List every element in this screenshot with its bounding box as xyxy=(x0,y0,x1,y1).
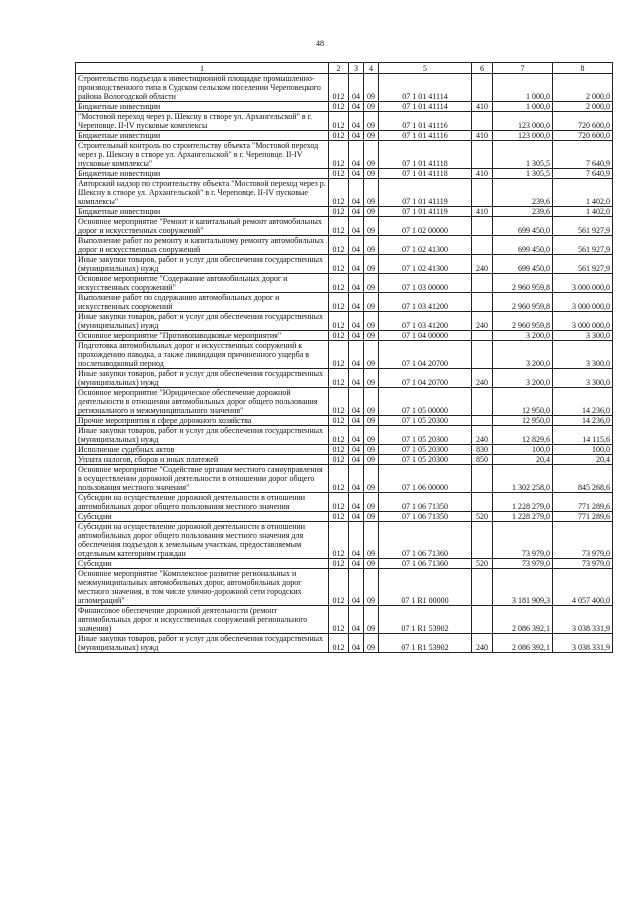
subsection-code-cell: 09 xyxy=(364,141,379,169)
item-name-cell: Основное мероприятие "Противопаводковые мероприятия" xyxy=(76,331,329,341)
budget-table xyxy=(75,62,613,653)
item-name-cell: Уплата налогов, сборов и иных платежей xyxy=(76,455,329,465)
section-code-cell: 04 xyxy=(349,179,364,207)
table-row xyxy=(76,331,613,341)
item-name-cell: Основное мероприятие "Содействие органам местного самоуправления в осуществлении дорожной деятельности в отношении дорог общего пользования местного значения" xyxy=(76,465,329,493)
subsection-code-cell: 09 xyxy=(364,465,379,493)
table-row xyxy=(76,522,613,559)
subsection-code-cell: 09 xyxy=(364,369,379,388)
table-row xyxy=(76,141,613,169)
item-name-cell: Субсидии на осуществление дорожной деятельности в отношении автомобильных дорог общего пользования местного значения xyxy=(76,493,329,512)
target-article-cell: 07 1 01 41116 xyxy=(379,112,472,131)
target-article-cell: 07 1 01 41118 xyxy=(379,169,472,179)
table-row xyxy=(76,445,613,455)
amount-year2-cell: 1 402,0 xyxy=(553,179,613,207)
target-article-cell: 07 1 01 41114 xyxy=(379,74,472,102)
expense-type-cell: 240 xyxy=(472,369,493,388)
expense-type-cell: 410 xyxy=(472,102,493,112)
ministry-code-cell: 012 xyxy=(329,112,349,131)
section-code-cell: 04 xyxy=(349,207,364,217)
amount-year1-cell: 239,6 xyxy=(493,179,553,207)
ministry-code-cell: 012 xyxy=(329,569,349,606)
item-name-cell: Выполнение работ по содержанию автомобильных дорог и искусственных сооружений xyxy=(76,293,329,312)
item-name-cell: Прочие мероприятия в сфере дорожного хозяйства xyxy=(76,416,329,426)
expense-type-cell: 830 xyxy=(472,445,493,455)
ministry-code-cell: 012 xyxy=(329,169,349,179)
subsection-code-cell: 09 xyxy=(364,217,379,236)
item-name-cell: Выполнение работ по ремонту и капитальному ремонту автомобильных дорог и искусственных сооружений xyxy=(76,236,329,255)
target-article-cell: 07 1 03 41200 xyxy=(379,293,472,312)
ministry-code-cell: 012 xyxy=(329,274,349,293)
amount-year1-cell: 20,4 xyxy=(493,455,553,465)
subsection-code-cell: 09 xyxy=(364,112,379,131)
target-article-cell: 07 1 05 20300 xyxy=(379,426,472,445)
amount-year2-cell: 845 268,6 xyxy=(553,465,613,493)
section-code-cell: 04 xyxy=(349,341,364,369)
item-name-cell: Основное мероприятие "Комплексное развитие региональных и межмуниципальных автомобильных дорог, автомобильных дорог местного значения, в том числе улично-дорожной сети городских агломераций" xyxy=(76,569,329,606)
section-code-cell: 04 xyxy=(349,74,364,102)
section-code-cell: 04 xyxy=(349,559,364,569)
subsection-code-cell: 09 xyxy=(364,455,379,465)
target-article-cell: 07 1 02 00000 xyxy=(379,217,472,236)
amount-year2-cell: 14 236,0 xyxy=(553,416,613,426)
item-name-cell: Бюджетные инвестиции xyxy=(76,207,329,217)
target-article-cell: 07 1 01 41119 xyxy=(379,207,472,217)
amount-year1-cell: 12 950,0 xyxy=(493,388,553,416)
section-code-cell: 04 xyxy=(349,331,364,341)
expense-type-cell xyxy=(472,569,493,606)
subsection-code-cell: 09 xyxy=(364,74,379,102)
item-name-cell: Иные закупки товаров, работ и услуг для обеспечения государственных (муниципальных) нужд xyxy=(76,426,329,445)
expense-type-cell xyxy=(472,74,493,102)
item-name-cell: Бюджетные инвестиции xyxy=(76,131,329,141)
amount-year2-cell: 561 927,9 xyxy=(553,217,613,236)
section-code-cell: 04 xyxy=(349,445,364,455)
target-article-cell: 07 1 03 41200 xyxy=(379,312,472,331)
section-code-cell: 04 xyxy=(349,388,364,416)
amount-year1-cell: 699 450,0 xyxy=(493,236,553,255)
target-article-cell: 07 1 01 41116 xyxy=(379,131,472,141)
amount-year2-cell: 720 600,0 xyxy=(553,112,613,131)
item-name-cell: Бюджетные инвестиции xyxy=(76,169,329,179)
amount-year2-cell: 100,0 xyxy=(553,445,613,455)
amount-year2-cell: 3 038 331,9 xyxy=(553,634,613,653)
subsection-code-cell: 09 xyxy=(364,445,379,455)
amount-year2-cell: 3 300,0 xyxy=(553,331,613,341)
ministry-code-cell: 012 xyxy=(329,293,349,312)
item-name-cell: "Мостовой переход через р. Шексну в створе ул. Архангельской" в г. Череповце. II-IV пусковые комплексы xyxy=(76,112,329,131)
amount-year1-cell: 2 086 392,1 xyxy=(493,634,553,653)
item-name-cell: Строительный контроль по строительству объекта "Мостовой переход через р. Шексну в створе ул. Архангельской" в г. Череповце. II-IV пусковые комплексы" xyxy=(76,141,329,169)
subsection-code-cell: 09 xyxy=(364,274,379,293)
subsection-code-cell: 09 xyxy=(364,559,379,569)
amount-year2-cell: 561 927,9 xyxy=(553,255,613,274)
subsection-code-cell: 09 xyxy=(364,179,379,207)
section-code-cell: 04 xyxy=(349,236,364,255)
amount-year1-cell: 3 200,0 xyxy=(493,369,553,388)
table-row xyxy=(76,179,613,207)
expense-type-cell xyxy=(472,179,493,207)
amount-year2-cell: 73 979,0 xyxy=(553,522,613,559)
expense-type-cell: 240 xyxy=(472,312,493,331)
ministry-code-cell: 012 xyxy=(329,445,349,455)
expense-type-cell: 240 xyxy=(472,426,493,445)
section-code-cell: 04 xyxy=(349,131,364,141)
header-cell: 2 xyxy=(329,63,349,74)
ministry-code-cell: 012 xyxy=(329,388,349,416)
amount-year2-cell: 14 236,0 xyxy=(553,388,613,416)
section-code-cell: 04 xyxy=(349,112,364,131)
ministry-code-cell: 012 xyxy=(329,207,349,217)
expense-type-cell xyxy=(472,493,493,512)
table-row xyxy=(76,559,613,569)
ministry-code-cell: 012 xyxy=(329,341,349,369)
target-article-cell: 07 1 R1 53902 xyxy=(379,634,472,653)
amount-year1-cell: 239,6 xyxy=(493,207,553,217)
ministry-code-cell: 012 xyxy=(329,369,349,388)
amount-year1-cell: 2 086 392,1 xyxy=(493,606,553,634)
section-code-cell: 04 xyxy=(349,512,364,522)
ministry-code-cell: 012 xyxy=(329,217,349,236)
amount-year2-cell: 7 640,9 xyxy=(553,169,613,179)
amount-year1-cell: 2 960 959,8 xyxy=(493,274,553,293)
amount-year1-cell: 3 181 909,3 xyxy=(493,569,553,606)
ministry-code-cell: 012 xyxy=(329,74,349,102)
ministry-code-cell: 012 xyxy=(329,606,349,634)
amount-year1-cell: 1 000,0 xyxy=(493,74,553,102)
subsection-code-cell: 09 xyxy=(364,606,379,634)
target-article-cell: 07 1 04 20700 xyxy=(379,341,472,369)
target-article-cell: 07 1 06 00000 xyxy=(379,465,472,493)
item-name-cell: Исполнение судебных актов xyxy=(76,445,329,455)
item-name-cell: Субсидии на осуществление дорожной деятельности в отношении автомобильных дорог общего пользования местного значения для обеспечения подъездов к земельным участкам, предоставляемым отдельным категориям граждан xyxy=(76,522,329,559)
amount-year2-cell: 3 000 000,0 xyxy=(553,274,613,293)
amount-year1-cell: 1 302 258,0 xyxy=(493,465,553,493)
subsection-code-cell: 09 xyxy=(364,331,379,341)
section-code-cell: 04 xyxy=(349,606,364,634)
table-row xyxy=(76,569,613,606)
item-name-cell: Основное мероприятие "Содержание автомобильных дорог и искусственных сооружений" xyxy=(76,274,329,293)
amount-year1-cell: 1 228 279,0 xyxy=(493,512,553,522)
subsection-code-cell: 09 xyxy=(364,634,379,653)
table-row xyxy=(76,293,613,312)
target-article-cell: 07 1 R1 53902 xyxy=(379,606,472,634)
amount-year1-cell: 12 829,6 xyxy=(493,426,553,445)
expense-type-cell: 410 xyxy=(472,169,493,179)
expense-type-cell xyxy=(472,416,493,426)
table-row xyxy=(76,426,613,445)
target-article-cell: 07 1 06 71360 xyxy=(379,522,472,559)
item-name-cell: Иные закупки товаров, работ и услуг для обеспечения государственных (муниципальных) нужд xyxy=(76,312,329,331)
table-row xyxy=(76,493,613,512)
amount-year2-cell: 3 000 000,0 xyxy=(553,293,613,312)
item-name-cell: Финансовое обеспечение дорожной деятельности (ремонт автомобильных дорог и искусственных сооружений регионального значения) xyxy=(76,606,329,634)
section-code-cell: 04 xyxy=(349,217,364,236)
subsection-code-cell: 09 xyxy=(364,522,379,559)
expense-type-cell: 410 xyxy=(472,207,493,217)
expense-type-cell: 850 xyxy=(472,455,493,465)
amount-year1-cell: 1 305,5 xyxy=(493,141,553,169)
item-name-cell: Иные закупки товаров, работ и услуг для обеспечения государственных (муниципальных) нужд xyxy=(76,369,329,388)
expense-type-cell xyxy=(472,236,493,255)
table-row xyxy=(76,312,613,331)
subsection-code-cell: 09 xyxy=(364,426,379,445)
header-row xyxy=(76,63,613,74)
table-row xyxy=(76,236,613,255)
subsection-code-cell: 09 xyxy=(364,131,379,141)
ministry-code-cell: 012 xyxy=(329,493,349,512)
section-code-cell: 04 xyxy=(349,493,364,512)
amount-year2-cell: 561 927,9 xyxy=(553,236,613,255)
amount-year1-cell: 1 305,5 xyxy=(493,169,553,179)
table-row xyxy=(76,416,613,426)
header-cell: 3 xyxy=(349,63,364,74)
amount-year1-cell: 2 960 959,8 xyxy=(493,293,553,312)
amount-year2-cell: 14 115,6 xyxy=(553,426,613,445)
section-code-cell: 04 xyxy=(349,312,364,331)
target-article-cell: 07 1 04 20700 xyxy=(379,369,472,388)
section-code-cell: 04 xyxy=(349,634,364,653)
amount-year2-cell: 720 600,0 xyxy=(553,131,613,141)
ministry-code-cell: 012 xyxy=(329,559,349,569)
table-row xyxy=(76,217,613,236)
expense-type-cell: 520 xyxy=(472,559,493,569)
section-code-cell: 04 xyxy=(349,369,364,388)
section-code-cell: 04 xyxy=(349,102,364,112)
table-row xyxy=(76,369,613,388)
expense-type-cell xyxy=(472,465,493,493)
ministry-code-cell: 012 xyxy=(329,465,349,493)
ministry-code-cell: 012 xyxy=(329,312,349,331)
amount-year1-cell: 12 950,0 xyxy=(493,416,553,426)
item-name-cell: Подготовка автомобильных дорог и искусственных сооружений к прохождению паводка, а также ликвидация причиненного ущерба в послепаводковый период xyxy=(76,341,329,369)
ministry-code-cell: 012 xyxy=(329,102,349,112)
amount-year2-cell: 3 000 000,0 xyxy=(553,312,613,331)
table-row xyxy=(76,606,613,634)
section-code-cell: 04 xyxy=(349,141,364,169)
expense-type-cell: 240 xyxy=(472,634,493,653)
expense-type-cell: 520 xyxy=(472,512,493,522)
target-article-cell: 07 1 06 71350 xyxy=(379,512,472,522)
amount-year1-cell: 3 200,0 xyxy=(493,341,553,369)
amount-year1-cell: 699 450,0 xyxy=(493,255,553,274)
section-code-cell: 04 xyxy=(349,255,364,274)
header-cell: 5 xyxy=(379,63,472,74)
expense-type-cell xyxy=(472,293,493,312)
ministry-code-cell: 012 xyxy=(329,141,349,169)
item-name-cell: Иные закупки товаров, работ и услуг для обеспечения государственных (муниципальных) нужд xyxy=(76,255,329,274)
amount-year2-cell: 771 289,6 xyxy=(553,512,613,522)
amount-year2-cell: 1 402,0 xyxy=(553,207,613,217)
table-row xyxy=(76,388,613,416)
header-cell: 1 xyxy=(76,63,329,74)
amount-year2-cell: 3 300,0 xyxy=(553,369,613,388)
subsection-code-cell: 09 xyxy=(364,236,379,255)
amount-year1-cell: 699 450,0 xyxy=(493,217,553,236)
target-article-cell: 07 1 05 00000 xyxy=(379,388,472,416)
amount-year1-cell: 73 979,0 xyxy=(493,522,553,559)
header-cell: 8 xyxy=(553,63,613,74)
amount-year2-cell: 20,4 xyxy=(553,455,613,465)
table-row xyxy=(76,102,613,112)
amount-year2-cell: 2 000,0 xyxy=(553,74,613,102)
item-name-cell: Основное мероприятие "Ремонт и капитальный ремонт автомобильных дорог и искусственных сооружений" xyxy=(76,217,329,236)
amount-year1-cell: 2 960 959,8 xyxy=(493,312,553,331)
section-code-cell: 04 xyxy=(349,426,364,445)
expense-type-cell xyxy=(472,388,493,416)
subsection-code-cell: 09 xyxy=(364,569,379,606)
section-code-cell: 04 xyxy=(349,455,364,465)
subsection-code-cell: 09 xyxy=(364,312,379,331)
amount-year2-cell: 3 300,0 xyxy=(553,341,613,369)
amount-year1-cell: 123 000,0 xyxy=(493,131,553,141)
table-row xyxy=(76,169,613,179)
item-name-cell: Субсидии xyxy=(76,559,329,569)
subsection-code-cell: 09 xyxy=(364,388,379,416)
item-name-cell: Бюджетные инвестиции xyxy=(76,102,329,112)
item-name-cell: Основное мероприятие "Юридическое обеспечение дорожной деятельности в отношении автомобильных дорог общего пользования регионального и межмуниципального значения" xyxy=(76,388,329,416)
amount-year2-cell: 2 000,0 xyxy=(553,102,613,112)
subsection-code-cell: 09 xyxy=(364,102,379,112)
item-name-cell: Строительство подъезда к инвестиционной площадке промышленно-производственного типа в Судском сельском поселении Череповецкого района Вологодской области xyxy=(76,74,329,102)
page-number: 48 xyxy=(316,39,324,48)
section-code-cell: 04 xyxy=(349,169,364,179)
amount-year1-cell: 123 000,0 xyxy=(493,112,553,131)
ministry-code-cell: 012 xyxy=(329,455,349,465)
ministry-code-cell: 012 xyxy=(329,131,349,141)
subsection-code-cell: 09 xyxy=(364,293,379,312)
ministry-code-cell: 012 xyxy=(329,236,349,255)
table-row xyxy=(76,341,613,369)
target-article-cell: 07 1 01 41118 xyxy=(379,141,472,169)
target-article-cell: 07 1 02 41300 xyxy=(379,236,472,255)
table-row xyxy=(76,207,613,217)
subsection-code-cell: 09 xyxy=(364,493,379,512)
table-row xyxy=(76,634,613,653)
amount-year1-cell: 1 000,0 xyxy=(493,102,553,112)
ministry-code-cell: 012 xyxy=(329,255,349,274)
table-row xyxy=(76,112,613,131)
expense-type-cell xyxy=(472,522,493,559)
table-row xyxy=(76,131,613,141)
table-row xyxy=(76,274,613,293)
expense-type-cell xyxy=(472,141,493,169)
ministry-code-cell: 012 xyxy=(329,634,349,653)
expense-type-cell xyxy=(472,112,493,131)
amount-year2-cell: 4 057 400,0 xyxy=(553,569,613,606)
amount-year2-cell: 3 038 331,9 xyxy=(553,606,613,634)
subsection-code-cell: 09 xyxy=(364,169,379,179)
target-article-cell: 07 1 05 20300 xyxy=(379,455,472,465)
subsection-code-cell: 09 xyxy=(364,416,379,426)
section-code-cell: 04 xyxy=(349,274,364,293)
expense-type-cell xyxy=(472,341,493,369)
section-code-cell: 04 xyxy=(349,416,364,426)
amount-year1-cell: 1 228 279,0 xyxy=(493,493,553,512)
item-name-cell: Субсидии xyxy=(76,512,329,522)
ministry-code-cell: 012 xyxy=(329,331,349,341)
target-article-cell: 07 1 04 00000 xyxy=(379,331,472,341)
target-article-cell: 07 1 05 20300 xyxy=(379,445,472,455)
amount-year1-cell: 3 200,0 xyxy=(493,331,553,341)
target-article-cell: 07 1 01 41114 xyxy=(379,102,472,112)
target-article-cell: 07 1 03 00000 xyxy=(379,274,472,293)
header-cell: 6 xyxy=(472,63,493,74)
table-row xyxy=(76,255,613,274)
header-cell: 4 xyxy=(364,63,379,74)
target-article-cell: 07 1 R1 00000 xyxy=(379,569,472,606)
subsection-code-cell: 09 xyxy=(364,512,379,522)
subsection-code-cell: 09 xyxy=(364,341,379,369)
item-name-cell: Авторский надзор по строительству объекта "Мостовой переход через р. Шексну в створе ул. Архангельской" в г. Череповце. II-IV пусковые комплексы" xyxy=(76,179,329,207)
table-row xyxy=(76,465,613,493)
expense-type-cell xyxy=(472,331,493,341)
expense-type-cell: 410 xyxy=(472,131,493,141)
table-row xyxy=(76,512,613,522)
expense-type-cell: 240 xyxy=(472,255,493,274)
table-row xyxy=(76,455,613,465)
amount-year1-cell: 73 979,0 xyxy=(493,559,553,569)
ministry-code-cell: 012 xyxy=(329,522,349,559)
target-article-cell: 07 1 06 71350 xyxy=(379,493,472,512)
amount-year2-cell: 73 979,0 xyxy=(553,559,613,569)
header-cell: 7 xyxy=(493,63,553,74)
subsection-code-cell: 09 xyxy=(364,207,379,217)
table-row xyxy=(76,74,613,102)
target-article-cell: 07 1 02 41300 xyxy=(379,255,472,274)
amount-year2-cell: 771 289,6 xyxy=(553,493,613,512)
target-article-cell: 07 1 01 41119 xyxy=(379,179,472,207)
item-name-cell: Иные закупки товаров, работ и услуг для обеспечения государственных (муниципальных) нужд xyxy=(76,634,329,653)
subsection-code-cell: 09 xyxy=(364,255,379,274)
expense-type-cell xyxy=(472,606,493,634)
amount-year2-cell: 7 640,9 xyxy=(553,141,613,169)
ministry-code-cell: 012 xyxy=(329,179,349,207)
expense-type-cell xyxy=(472,217,493,236)
section-code-cell: 04 xyxy=(349,293,364,312)
ministry-code-cell: 012 xyxy=(329,416,349,426)
amount-year1-cell: 100,0 xyxy=(493,445,553,455)
target-article-cell: 07 1 06 71360 xyxy=(379,559,472,569)
section-code-cell: 04 xyxy=(349,465,364,493)
target-article-cell: 07 1 05 20300 xyxy=(379,416,472,426)
section-code-cell: 04 xyxy=(349,522,364,559)
expense-type-cell xyxy=(472,274,493,293)
ministry-code-cell: 012 xyxy=(329,512,349,522)
ministry-code-cell: 012 xyxy=(329,426,349,445)
section-code-cell: 04 xyxy=(349,569,364,606)
